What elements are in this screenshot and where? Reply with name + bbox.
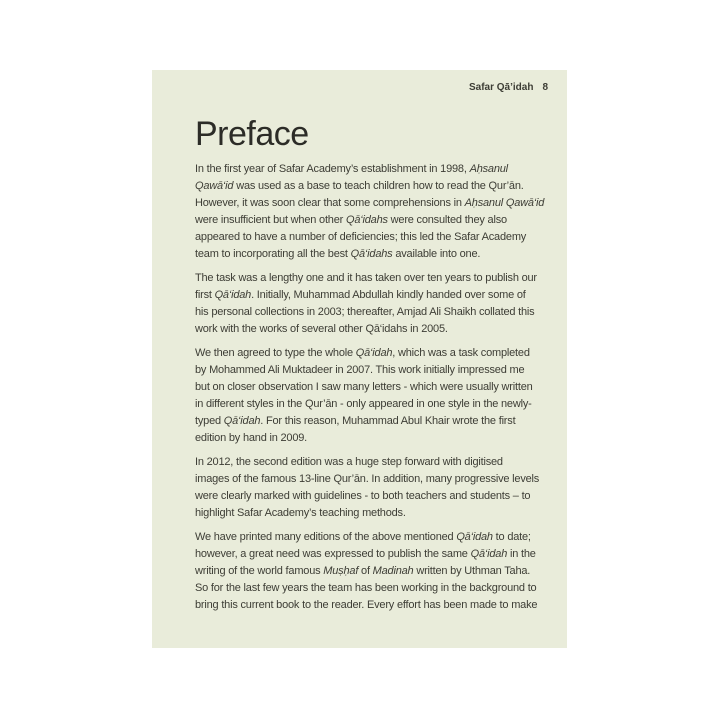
text-run: However, it was soon clear that some comprehensions in [195,197,465,209]
italic-run: Qā‘idah [223,415,261,427]
page-number: 8 [542,82,548,93]
italic-run: Qā‘idahs [350,248,393,260]
text-line [195,161,543,178]
italic-run: Aḥsanul [469,163,508,175]
text-run: So for the last few years the team has been working in the background to [195,582,537,594]
text-line [195,287,543,304]
paragraph [195,345,543,447]
italic-run: Qawā‘id [195,180,234,192]
text-run: . For this reason, Muhammad Abul Khair wrote the first [260,415,516,427]
text-line [195,488,543,505]
text-run: edition by hand in 2009. [195,432,308,444]
text-line [195,597,543,614]
text-run: were insufficient but when other [195,214,346,226]
text-run: We have printed many editions of the above mentioned [195,531,457,543]
text-run: bring this current book to the reader. Every effort has been made to make [195,599,538,611]
text-run: by Mohammed Ali Muktadeer in 2007. This work initially impressed me [195,364,525,376]
text-run: was used as a base to teach children how to read the Qur’ān. [233,180,524,192]
italic-run: Aḥsanul Qawā‘id [464,197,545,209]
text-run: In 2012, the second edition was a huge step forward with digitised [195,456,503,468]
italic-run: Qā‘idah [456,531,493,543]
text-run: were clearly marked with guidelines - to both teachers and students – to [195,490,531,502]
text-line [195,195,543,212]
text-run: first [195,289,215,301]
text-line [195,270,543,287]
italic-run: Qā‘idah [470,548,508,560]
text-run: however, a great need was expressed to publish the same [195,548,471,560]
text-line [195,529,543,546]
text-run: his personal collections in 2003; thereafter, Amjad Ali Shaikh collated this [195,306,535,318]
text-run: available into one. [392,248,481,260]
italic-run: Qā‘idah [214,289,252,301]
text-line [195,379,543,396]
text-run: but on closer observation I saw many letters - which were usually written [195,381,533,393]
text-line [195,454,543,471]
text-line [195,178,543,195]
italic-run: Qā‘idah [355,347,393,359]
text-line [195,229,543,246]
text-line [195,321,543,338]
italic-run: Qā‘idahs [345,214,388,226]
text-line [195,212,543,229]
book-page [152,70,567,648]
page-title: Preface [195,115,309,153]
text-line [195,505,543,522]
text-run: to date; [492,531,531,543]
text-line [195,304,543,321]
text-run: writing of the world famous [195,565,324,577]
italic-run: Muṣḥaf [323,565,359,577]
running-title: Safar Qā’idah [468,82,534,93]
text-run: appeared to have a number of deficiencies; this led the Safar Academy [195,231,527,243]
text-line [195,563,543,580]
text-run: in the [507,548,536,560]
text-line [195,546,543,563]
text-line [195,580,543,597]
paragraph [195,529,543,614]
text-run: . Initially, Muhammad Abdullah kindly handed over some of [251,289,526,301]
text-run: highlight Safar Academy’s teaching methods. [195,507,406,519]
text-line [195,396,543,413]
paragraph [195,270,543,338]
text-run: were consulted they also [387,214,507,226]
text-line [195,345,543,362]
text-line [195,471,543,488]
text-line [195,246,543,263]
italic-run: Madinah [372,565,414,577]
text-run: We then agreed to type the whole [195,347,356,359]
paragraph [195,454,543,522]
text-run: images of the famous 13-line Qur’ān. In addition, many progressive levels [195,473,540,485]
page-header [195,82,548,94]
paragraph [195,161,543,263]
text-run: In the first year of Safar Academy’s establishment in 1998, [195,163,470,175]
text-run: , which was a task completed [392,347,530,359]
text-line [195,413,543,430]
text-run: work with the works of several other Qā‘idahs in 2005. [195,323,448,335]
preface-body [195,161,543,614]
text-run: of [358,565,373,577]
text-run: team to incorporating all the best [195,248,351,260]
text-line [195,430,543,447]
text-run: The task was a lengthy one and it has taken over ten years to publish our [195,272,537,284]
text-line [195,362,543,379]
text-run: typed [195,415,224,427]
text-run: written by Uthman Taha. [413,565,531,577]
text-run: in different styles in the Qur’ān - only appeared in one style in the newly- [195,398,532,410]
